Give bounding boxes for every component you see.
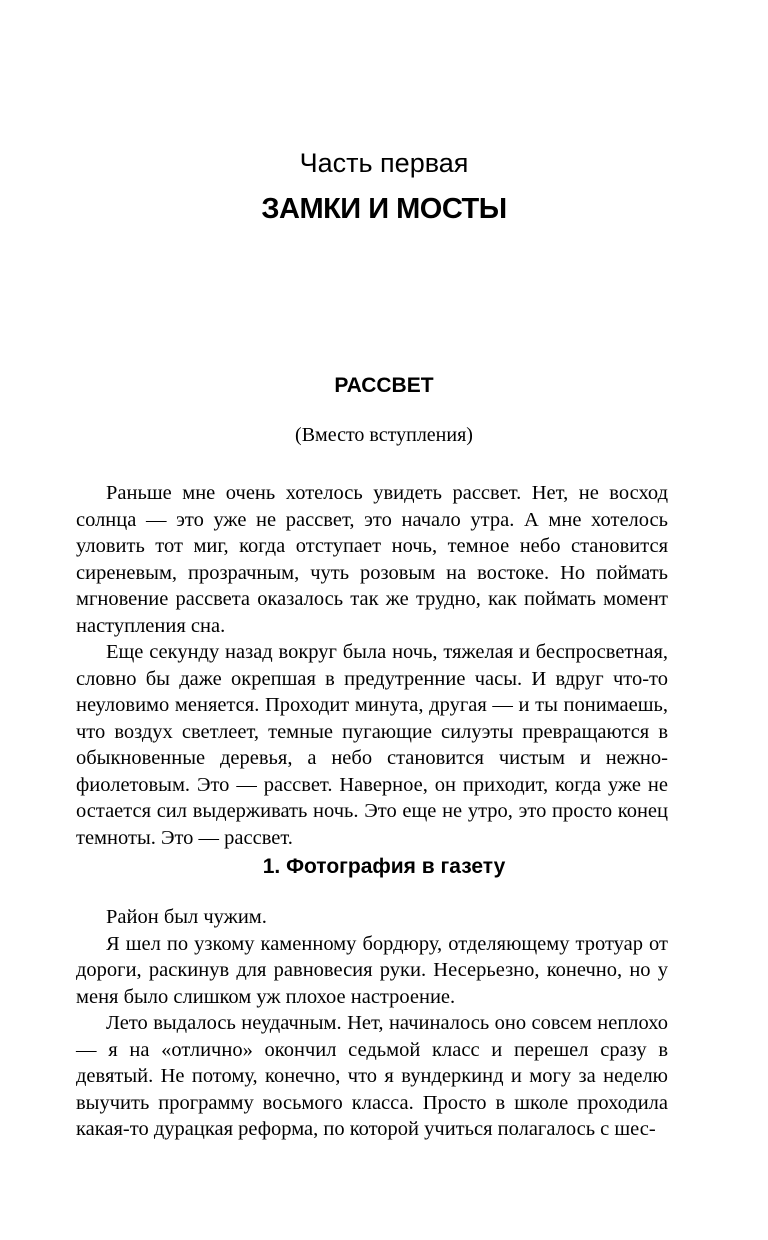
section-subtitle: (Вместо вступления) (295, 424, 473, 446)
paragraph: Еще секунду назад вокруг была ночь, тяжелая и беспросветная, словно бы даже окрепшая в предутренние часы. И вдруг что-то неуловимо меняется. Проходит минута, другая — и ты понимаешь, что воздух светлеет, темные пугающие силуэты превращаются в обыкновенные деревья, а небо становится чистым и нежно-фиолетовым. Это — рассвет. Наверное, он приходит, когда уже не остается сил выдерживать ночь. Это еще не утро, это просто конец темноты. Это — рассвет. (76, 641, 668, 849)
chapter-text (76, 904, 668, 1143)
part-label: Часть первая (299, 148, 469, 178)
paragraph: Лето выдалось неудачным. Нет, начиналось оно совсем неплохо — я на «отлично» окончил седьмой класс и перешел сразу в девятый. Не потому, конечно, что я вундеркинд и могу за неделю выучить программу восьмого класса. Просто в школе проходила какая-то дурацкая реформа, по которой учиться полагалось с шес- (76, 1012, 668, 1140)
section-text (76, 480, 668, 851)
section-title: РАССВЕТ (334, 374, 434, 397)
paragraph: Район был чужим. (106, 906, 267, 928)
chapter-title: 1. Фотография в газету (262, 855, 506, 878)
paragraph: Я шел по узкому каменному бордюру, отделяющему тротуар от дороги, раскинув для равновесия руки. Несерьезно, конечно, но у меня было слишком уж плохое настроение. (76, 932, 668, 1008)
part-title: ЗАМКИ И МОСТЫ (261, 193, 507, 225)
paragraph: Раньше мне очень хотелось увидеть рассвет. Нет, не восход солнца — это уже не рассвет, это начало утра. А мне хотелось уловить тот миг, когда отступает ночь, темное небо становится сиреневым, прозрачным, чуть розовым на востоке. Но поймать мгновение рассвета оказалось так же трудно, как поймать момент наступления сна. (76, 482, 668, 637)
